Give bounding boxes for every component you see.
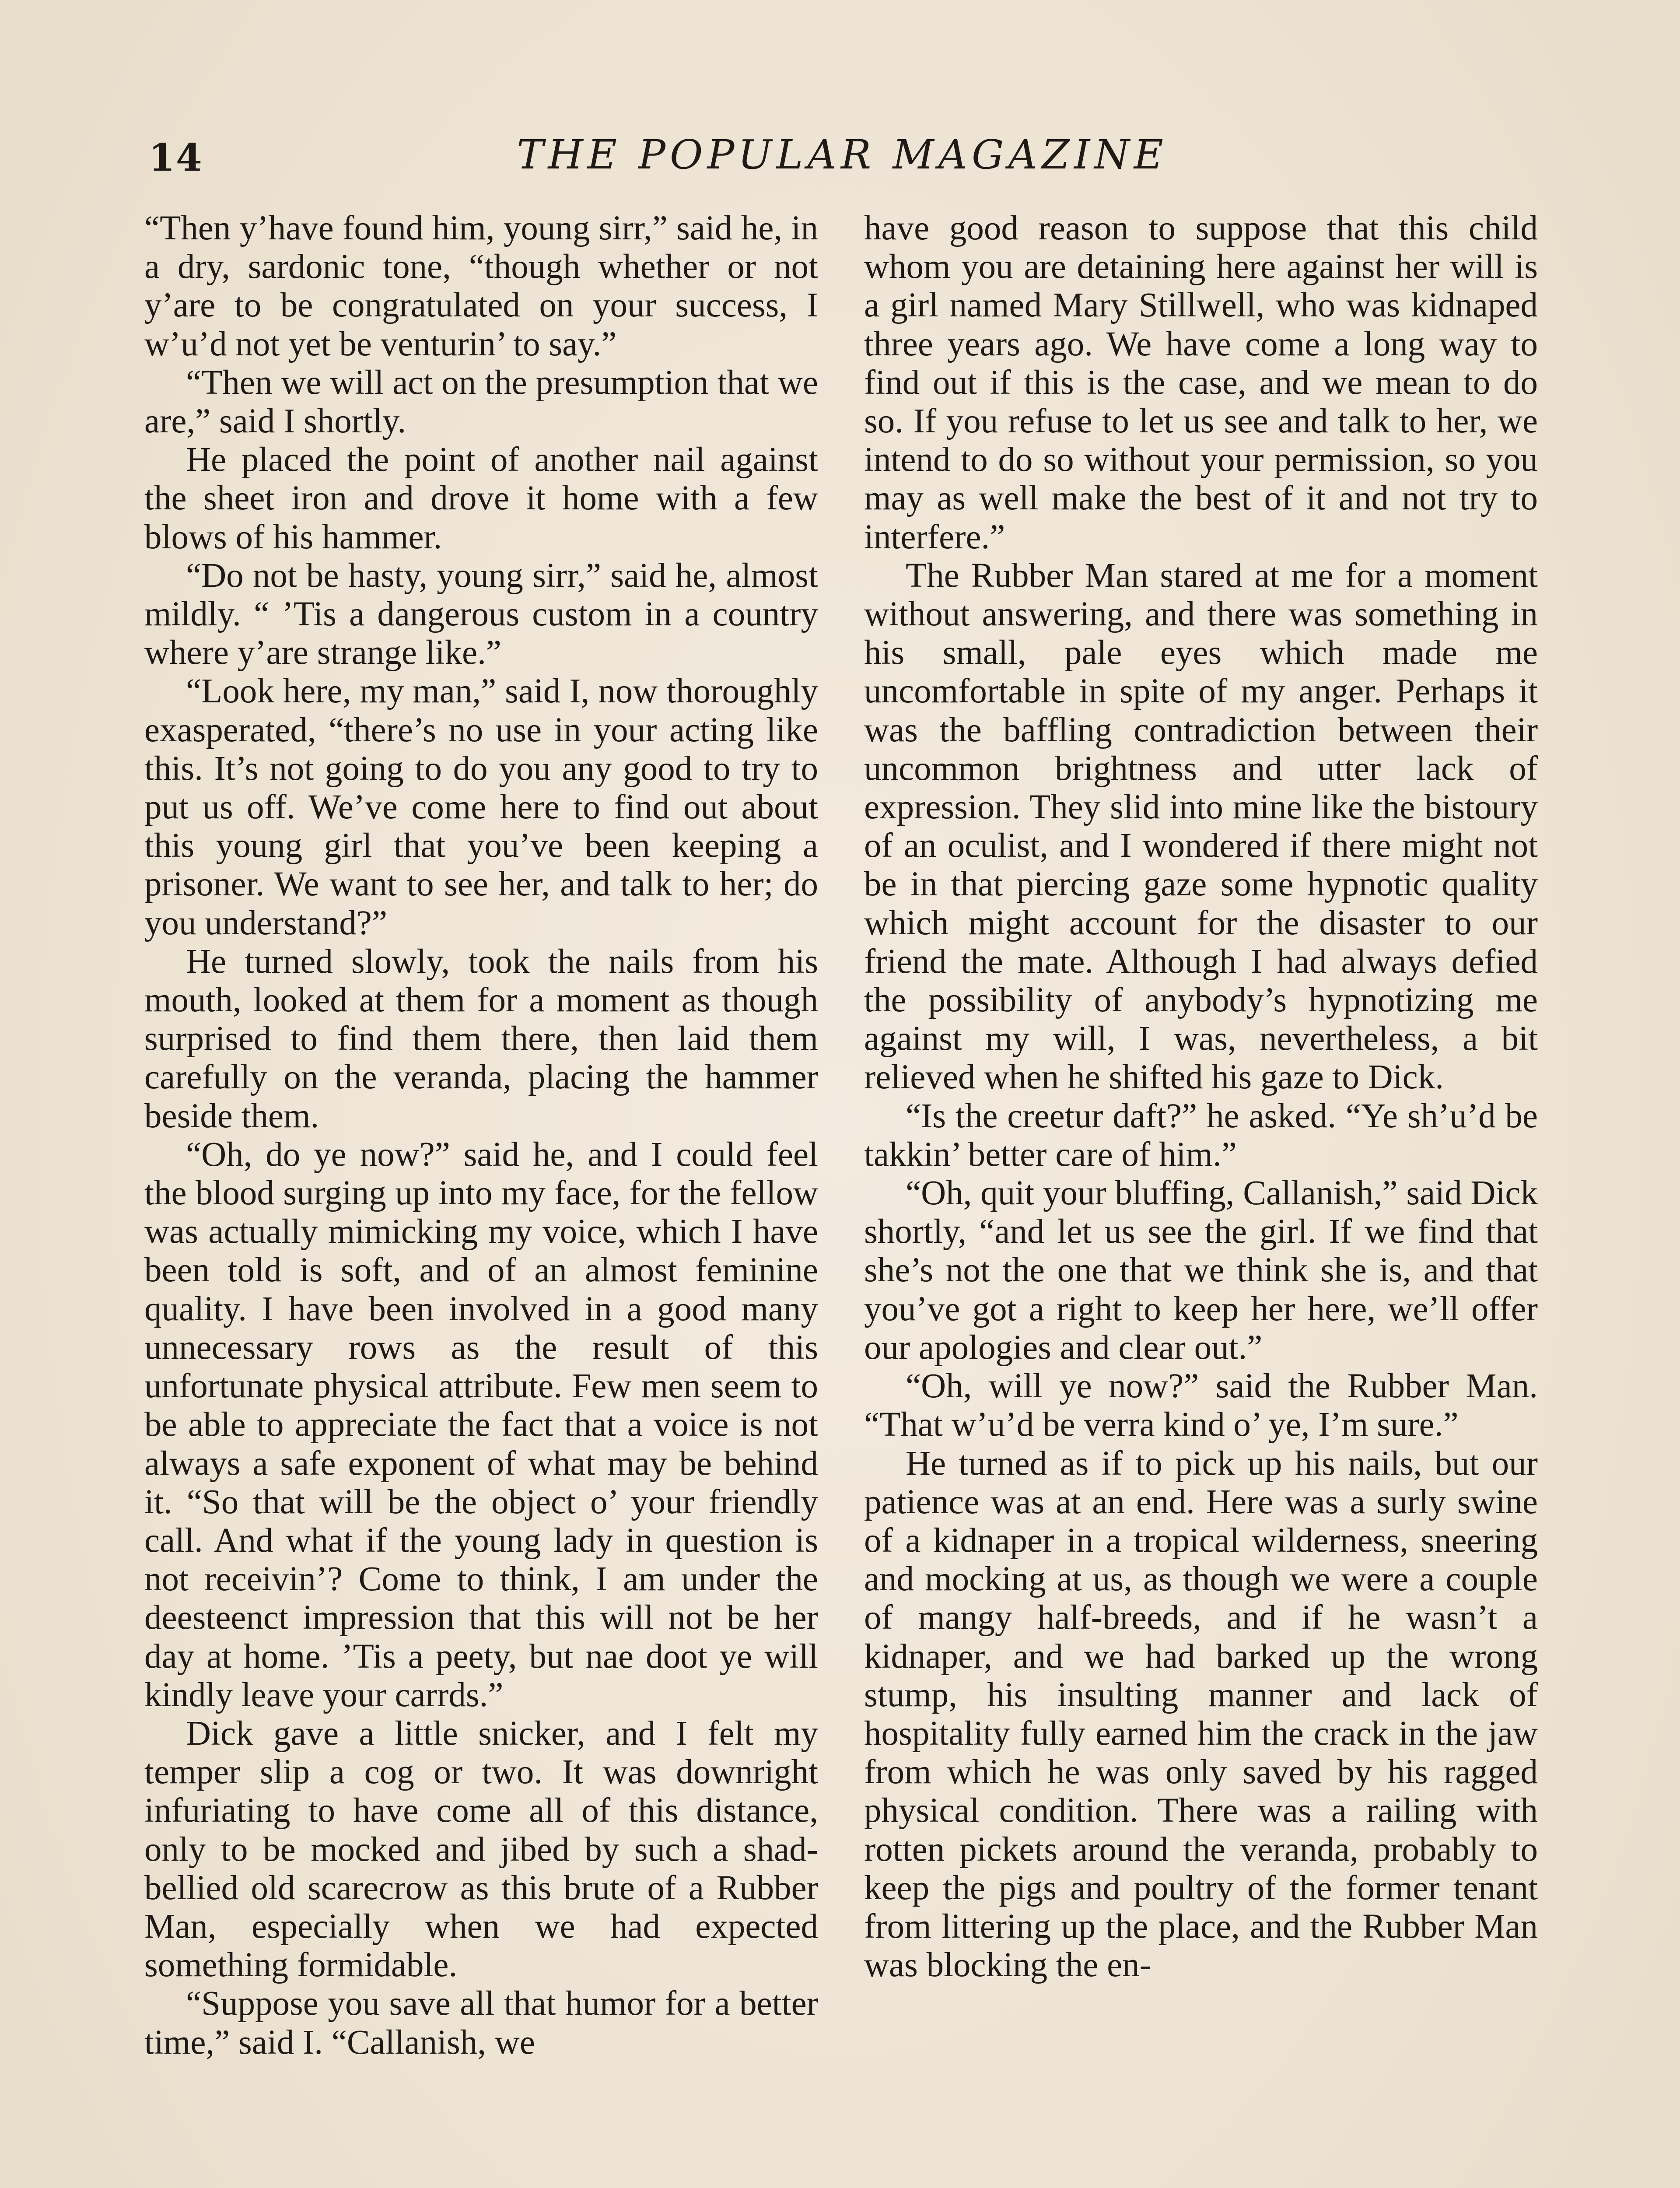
paragraph: He placed the point of another nail against the sheet iron and drove it home with a few blows of his hammer.: [144, 441, 818, 556]
paragraph: “Suppose you save all that humor for a better time,” said I. “Callanish, we: [144, 1985, 818, 2062]
paragraph: “Oh, do ye now?” said he, and I could feel the blood surging up into my face, for the fellow was actually mimicking my voice, which I have been told is soft, and of an almost feminine quality. I have been involved in a good many unnecessary rows as the result of this unfortunate physical attribute. Few men seem to be able to appreciate the fact that a voice is not always a safe exponent of what may be behind it. “So that will be the object o’ your friendly call. And what if the young lady in question is not receivin’? Come to think, I am under the deesteenct impression that this will not be her day at home. ’Tis a peety, but nae doot ye will kindly leave your carrds.”: [144, 1135, 818, 1714]
paragraph: He turned as if to pick up his nails, but our patience was at an end. Here was a surly swine of a kidnaper in a tropical wilderness, sneering and mocking at us, as though we were a couple of mangy half-breeds, and if he wasn’t a kidnaper, and we had barked up the wrong stump, his insulting manner and lack of hospitality fully earned him the crack in the jaw from which he was only saved by his ragged physical condition. There was a railing with rotten pickets around the veranda, probably to keep the pigs and poultry of the former tenant from littering up the place, and the Rubber Man was blocking the en-: [864, 1444, 1538, 1985]
paragraph: “Oh, will ye now?” said the Rubber Man. “That w’u’d be verra kind o’ ye, I’m sure.”: [864, 1367, 1538, 1444]
paragraph: “Look here, my man,” said I, now thoroughly exasperated, “there’s no use in your acting like this. It’s not going to do you any good to try to put us off. We’ve come here to find out about this young girl that you’ve been keeping a prisoner. We want to see her, and talk to her; do you understand?”: [144, 672, 818, 942]
left-column: [144, 209, 818, 2062]
paragraph: “Then y’have found him, young sirr,” said he, in a dry, sardonic tone, “though whether or not y’are to be congratulated on your success, I w’u’d not yet be venturin’ to say.”: [144, 209, 818, 363]
paragraph: He turned slowly, took the nails from his mouth, looked at them for a moment as though surprised to find them there, then laid them carefully on the veranda, placing the hammer beside them.: [144, 942, 818, 1135]
paragraph-continuation: have good reason to suppose that this child whom you are detaining here against her will is a girl named Mary Stillwell, who was kidnaped three years ago. We have come a long way to find out if this is the case, and we mean to do so. If you refuse to let us see and talk to her, we intend to do so without your permission, so you may as well make the best of it and not try to interfere.”: [864, 209, 1538, 556]
page-number: 14: [149, 136, 203, 180]
paragraph: “Is the creetur daft?” he asked. “Ye sh’u’d be takkin’ better care of him.”: [864, 1097, 1538, 1174]
paragraph: The Rubber Man stared at me for a moment without answering, and there was something in his small, pale eyes which made me uncomfortable in spite of my anger. Perhaps it was the baffling contradiction between their uncommon brightness and utter lack of expression. They slid into mine like the bistoury of an oculist, and I wondered if there might not be in that piercing gaze some hypnotic quality which might account for the disaster to our friend the mate. Although I had always defied the possibility of anybody’s hypnotizing me against my will, I was, nevertheless, a bit relieved when he shifted his gaze to Dick.: [864, 556, 1538, 1097]
page-header: [131, 131, 1553, 197]
paragraph: “Do not be hasty, young sirr,” said he, almost mildly. “ ’Tis a dangerous custom in a country where y’are strange like.”: [144, 556, 818, 672]
paragraph: Dick gave a little snicker, and I felt my temper slip a cog or two. It was downright infuriating to have come all of this distance, only to be mocked and jibed by such a shad-bellied old scarecrow as this brute of a Rubber Man, especially when we had expected something formidable.: [144, 1714, 818, 1985]
running-head: THE POPULAR MAGAZINE: [517, 131, 1168, 178]
paragraph: “Then we will act on the presumption that we are,” said I shortly.: [144, 363, 818, 441]
paragraph: “Oh, quit your bluffing, Callanish,” said Dick shortly, “and let us see the girl. If we find that she’s not the one that we think she is, and that you’ve got a right to keep her here, we’ll offer our apologies and clear out.”: [864, 1174, 1538, 1367]
right-column: [864, 209, 1538, 1985]
